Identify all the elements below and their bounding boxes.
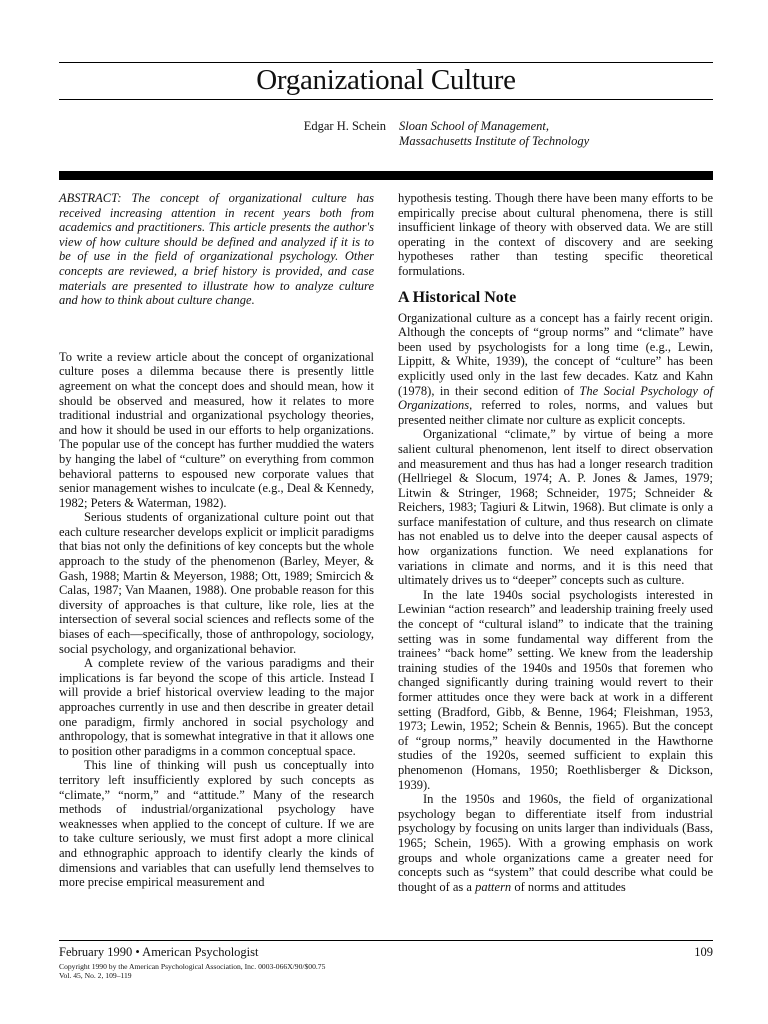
- book-title: The Social Psychology of Organizations,: [398, 383, 714, 413]
- body-text: In the 1950s and 1960s, the field of organizational psychology began to differentiate itself from industrial psychology by focusing on units larger than individuals (Bass, 1965; Schein, 1965). With a growing emphasis on work groups and whole organizations came a greater need for concepts such as “system” that could describe what could be thought of as a: [398, 792, 713, 894]
- abstract: [59, 191, 374, 308]
- body-text: of norms and attitudes: [511, 879, 626, 894]
- section-heading: A Historical Note: [398, 288, 517, 306]
- affiliation-line-1: Sloan School of Management,: [399, 119, 549, 133]
- body-paragraph: hypothesis testing. Though there have been many efforts to be empirically precise about cultural phenomena, there is still insufficient linkage of theory with observed data. We are still operating in the context of discovery and are seeking hypotheses rather than testing specific theoretical formulations.: [398, 191, 713, 278]
- footer-rule: [59, 940, 713, 941]
- abstract-label: ABSTRACT:: [59, 191, 122, 205]
- body-paragraph: This line of thinking will push us conceptually into territory left insufficiently explored by such concepts as “climate,” “norm,” and “attitude.” Many of the research methods of industrial/organizational psychology have weaknesses when applied to the concept of culture. If we are to take culture seriously, we must first adopt a more clinical and ethnographic approach to identify clearly the kinds of dimensions and variables that can usefully lend themselves to more precise empirical measurement and: [59, 758, 374, 890]
- body-paragraph: Organizational “climate,” by virtue of being a more salient cultural phenomenon, lent itself to direct observation and measurement and thus has had a longer research tradition (Hellriegel & Slocum, 1974; A. P. Jones & James, 1979; Litwin & Stringer, 1968; Schneider, 1975; Schneider & Reichers, 1983; Tagiuri & Litwin, 1968). But climate is only a surface manifestation of culture, and thus research on climate has not enabled us to delve into the deeper causal aspects of how organizations function. We need explanations for variations in climate and norms, and it is this need that ultimately drives us to “deeper” concepts such as culture.: [398, 427, 713, 588]
- right-column: [398, 191, 713, 894]
- copyright-line: Copyright 1990 by the American Psychological Association, Inc. 0003-066X/90/$00.75: [59, 962, 326, 971]
- header-thick-rule: [59, 171, 713, 180]
- body-paragraph: In the late 1940s social psychologists interested in Lewinian “action research” and leadership training freely used the concept of “cultural island” to indicate that the training setting was in some fundamental way different from the trainees’ “back home” setting. We knew from the leadership training studies of the 1940s and 1950s that foremen who changed significantly during training would revert to their former attitudes once they were back at work in a different setting (Bradford, Gibb, & Benne, 1964; Fleishman, 1953, 1973; Lewin, 1952; Schein & Bennis, 1965). But the concept of “group norms,” heavily documented in the Hawthorne studies of the 1920s, seemed sufficient to explain this phenomenon (Homans, 1950; Roethlisberger & Dickson, 1939).: [398, 587, 713, 792]
- title-rule: [59, 99, 713, 100]
- copyright-notice: [59, 963, 325, 980]
- author-affiliation: [399, 119, 699, 149]
- affiliation-line-2: Massachusetts Institute of Technology: [399, 134, 590, 148]
- abstract-text: The concept of organizational culture has received increasing attention in recent years both from academics and practitioners. This article presents the author's view of how culture should be defined and analyzed if it is to be of use in the field of organizational psychology. Other concepts are reviewed, a brief history is provided, and case materials are presented to illustrate how to analyze culture and how to think about culture change.: [59, 191, 374, 308]
- body-text: Organizational culture as a concept has a fairly recent origin. Although the concepts of “group norms” and “climate” have been used by psychologists for a long time (e.g., Lewin, Lippitt, & White, 1939), the concept of “culture” has been explicitly used only in the last few decades. Katz and Kahn (1978), in their second edition of: [398, 310, 713, 398]
- article-title: Organizational Culture: [256, 64, 516, 96]
- volume-line: Vol. 45, No. 2, 109–119: [59, 970, 132, 980]
- page-number: 109: [694, 945, 713, 959]
- journal-footer: February 1990 • American Psychologist: [59, 945, 259, 959]
- body-paragraph: A complete review of the various paradigms and their implications is far beyond the scope of this article. Instead I will provide a brief historical overview leading to the major approaches currently in use and then describe in greater detail one paradigm, firmly anchored in social psychology and anthropology, that is somewhat integrative in that it allows one to position other paradigms in a common conceptual space.: [59, 656, 374, 758]
- body-text: referred to roles, norms, and values but presented neither climate nor culture as explicit concepts.: [398, 398, 713, 427]
- body-paragraph: Serious students of organizational culture point out that each culture researcher develops explicit or implicit paradigms that bias not only the definitions of key concepts but the whole approach to the study of the phenomenon (Barley, Meyer, & Gash, 1988; Martin & Meyerson, 1988; Ott, 1989; Smircich & Calas, 1987; Van Maanen, 1988). One probable reason for this diversity of approaches is that culture, like role, lies at the intersection of several social sciences and reflects some of the biases of each—specifically, those of anthropology, sociology, social psychology, and organizational behavior.: [59, 510, 374, 656]
- body-paragraph: [398, 792, 713, 894]
- author-name: Edgar H. Schein: [303, 119, 386, 133]
- body-paragraph: To write a review article about the concept of organizational culture poses a dilemma because there is presently little agreement on what the concept does and should mean, how it should be observed and measured, how it relates to more traditional industrial and organizational psychology theories, and how it should be used in our efforts to help organizations. The popular use of the concept has further muddied the waters by hanging the label of “culture” on everything from common behavioral patterns to espoused new corporate values that senior management wishes to inculcate (e.g., Deal & Kennedy, 1982; Peters & Waterman, 1982).: [59, 349, 374, 510]
- body-paragraph: [398, 311, 713, 428]
- emphasis-text: pattern: [475, 879, 512, 894]
- left-column: [59, 191, 374, 890]
